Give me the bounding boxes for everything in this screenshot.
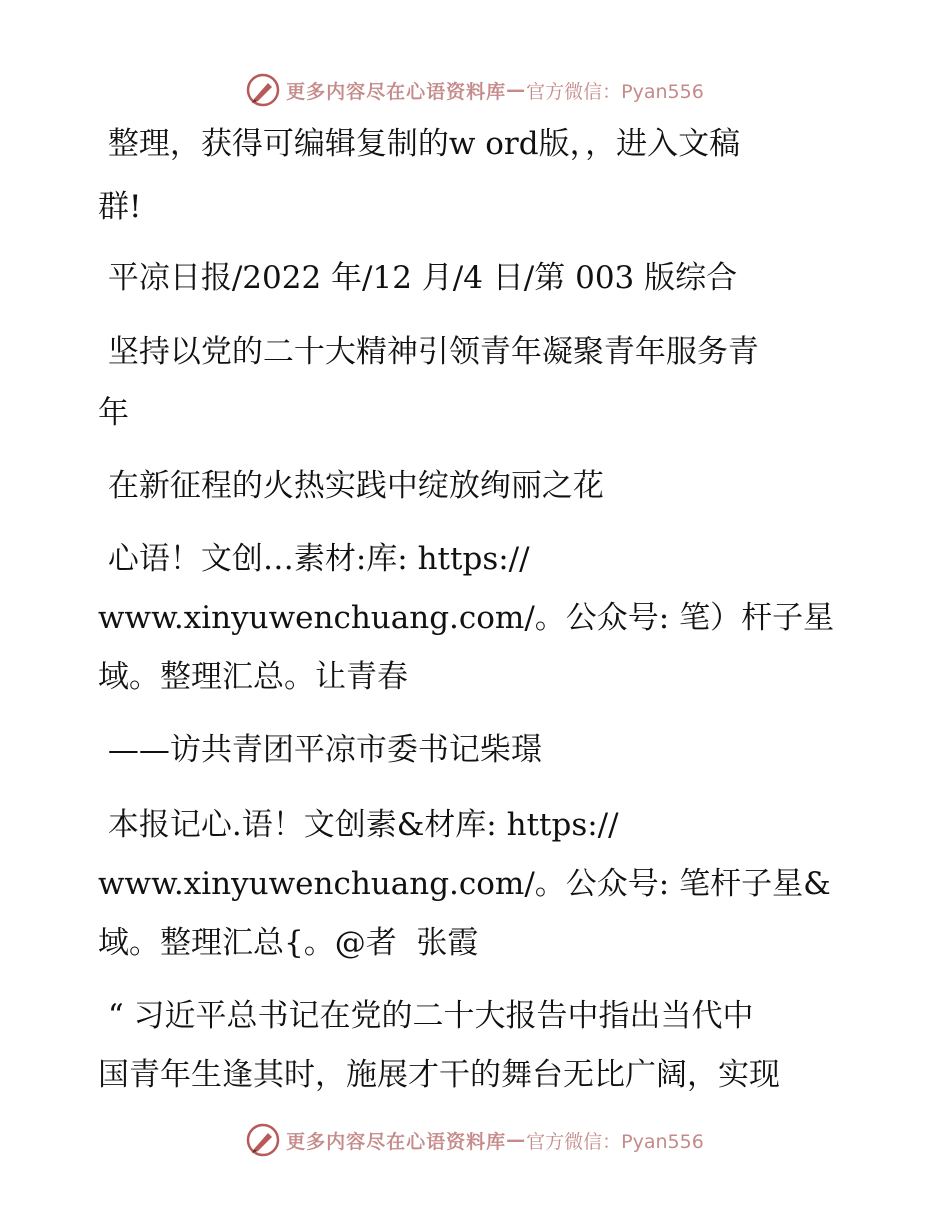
pen-logo-icon xyxy=(246,73,280,107)
byline: www.xinyuwenchuang.com/。公众号: 笔杆子星& xyxy=(98,866,831,902)
body-paragraph: 国青年生逢其时，施展才干的舞台无比广阔，实现 xyxy=(98,1057,780,1093)
headline: 坚持以党的二十大精神引领青年凝聚青年服务青 xyxy=(98,334,759,370)
text-line: 心语！文创…素材:库: https:// xyxy=(98,541,530,577)
text-line: 域。整理汇总。让青春 xyxy=(98,659,408,695)
watermark-banner-top xyxy=(0,70,950,110)
headline: 年 xyxy=(98,395,129,431)
pen-logo-icon xyxy=(246,1123,280,1157)
watermark-wechat: 官方微信：Pyan556 xyxy=(526,1130,704,1153)
dateline: 平凉日报/2022 年/12 月/4 日/第 003 版综合 xyxy=(98,260,738,296)
text-line: www.xinyuwenchuang.com/。公众号: 笔）杆子星 xyxy=(98,600,835,636)
text-line: 整理，获得可编辑复制的w ord版，，进入文稿 xyxy=(98,126,741,162)
byline: 域。整理汇总{。@者 张霞 xyxy=(98,925,479,961)
watermark-dash: — xyxy=(506,1129,527,1151)
text-line: 群! xyxy=(98,189,142,225)
interview-subtitle: ——访共青团平凉市委书记柴璟 xyxy=(98,732,542,768)
watermark-dash: — xyxy=(506,79,527,101)
watermark-text: 更多内容尽在心语资料库 xyxy=(286,1130,507,1153)
watermark-banner-bottom xyxy=(0,1120,950,1160)
subheadline: 在新征程的火热实践中绽放绚丽之花 xyxy=(98,468,604,504)
watermark-text: 更多内容尽在心语资料库 xyxy=(286,80,507,103)
body-paragraph: “ 习近平总书记在党的二十大报告中指出当代中 xyxy=(98,998,754,1034)
watermark-wechat: 官方微信：Pyan556 xyxy=(526,80,704,103)
byline: 本报记心.语！文创素&材库: https:// xyxy=(98,807,619,843)
